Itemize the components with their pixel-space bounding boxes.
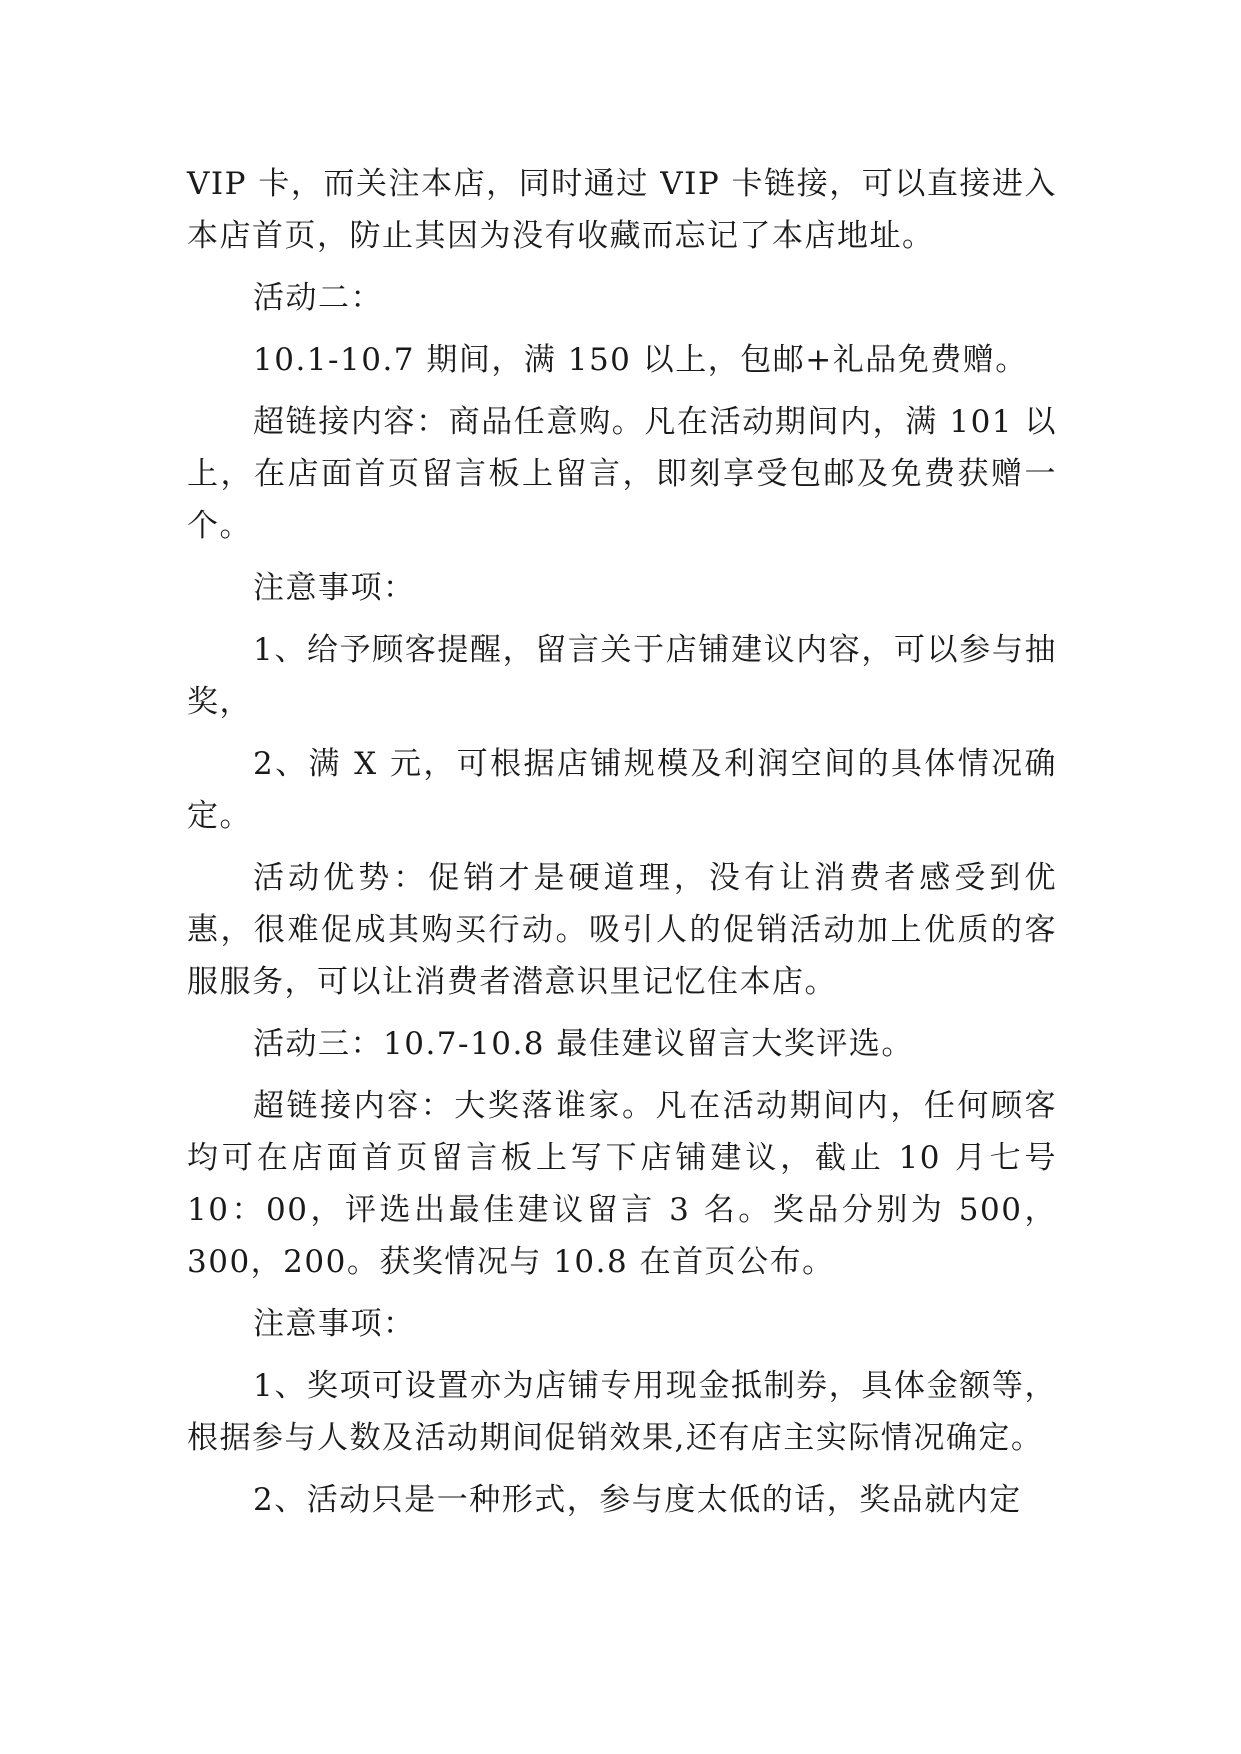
- paragraph-note-4: 2、活动只是一种形式，参与度太低的话，奖品就内定: [253, 1482, 1022, 1518]
- document-body: [187, 158, 1057, 1536]
- paragraph-continuation: VIP 卡，而关注本店，同时通过 VIP 卡链接，可以直接进入本店首页，防止其因为没有收藏而忘记了本店地址。: [187, 166, 1057, 254]
- paragraph-activity-advantage: 活动优势：促销才是硬道理，没有让消费者感受到优惠，很难促成其购买行动。吸引人的促销活动加上优质的客服服务，可以让消费者潜意识里记忆住本店。: [187, 860, 1057, 1000]
- paragraph-activity-two-link-content: 超链接内容：商品任意购。凡在活动期间内，满 101 以上，在店面首页留言板上留言，即刻享受包邮及免费获赠一个。: [187, 404, 1057, 544]
- paragraph-note-3: 1、奖项可设置亦为店铺专用现金抵制券，具体金额等，根据参与人数及活动期间促销效果,还有店主实际情况确定。: [187, 1368, 1057, 1456]
- paragraph-activity-two-heading: 活动二：: [253, 280, 383, 316]
- paragraph-notes-heading: 注意事项：: [253, 570, 416, 606]
- paragraph-note-2: 2、满 X 元，可根据店铺规模及利润空间的具体情况确定。: [187, 746, 1057, 834]
- paragraph-note-1: 1、给予顾客提醒，留言关于店铺建议内容，可以参与抽奖，: [187, 632, 1057, 720]
- paragraph-activity-three-heading: 活动三：10.7-10.8 最佳建议留言大奖评选。: [253, 1026, 914, 1062]
- paragraph-activity-two-period: 10.1-10.7 期间，满 150 以上，包邮+礼品免费赠。: [253, 342, 1028, 378]
- paragraph-notes-heading-2: 注意事项：: [253, 1306, 416, 1342]
- paragraph-activity-three-link-content: 超链接内容：大奖落谁家。凡在活动期间内，任何顾客均可在店面首页留言板上写下店铺建议，截止 10 月七号 10：00，评选出最佳建议留言 3 名。奖品分别为 500，300，200。获奖情况与 10.8 在首页公布。: [187, 1088, 1057, 1280]
